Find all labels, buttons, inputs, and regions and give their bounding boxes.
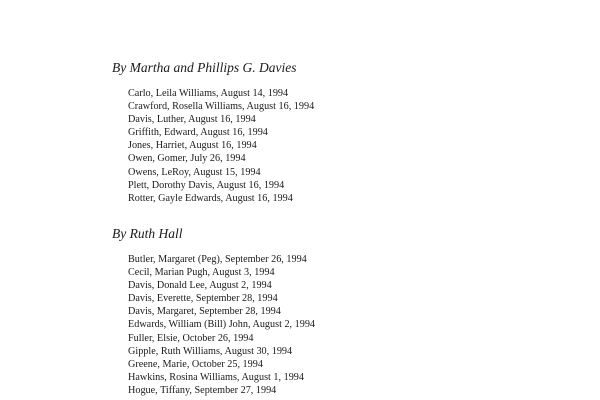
interview-list-hall: [128, 253, 315, 397]
list-item: Owens, LeRoy, August 15, 1994: [128, 166, 261, 178]
list-item: Hogue, Tiffany, September 27, 1994: [128, 384, 277, 396]
list-item: Davis, Everette, September 28, 1994: [128, 293, 278, 305]
list-item: Rotter, Gayle Edwards, August 16, 1994: [128, 192, 293, 204]
list-item: Davis, Luther, August 16, 1994: [128, 114, 256, 126]
list-item: Cecil, Marian Pugh, August 3, 1994: [128, 267, 275, 279]
list-item: Butler, Margaret (Peg), September 26, 1994: [128, 254, 307, 265]
list-item: Plett, Dorothy Davis, August 16, 1994: [128, 179, 285, 191]
list-item: Hawkins, Rosina Williams, August 1, 1994: [128, 371, 304, 383]
list-item: Owen, Gomer, July 26, 1994: [128, 153, 246, 165]
list-item: Greene, Marie, October 25, 1994: [128, 358, 263, 370]
section-heading-davies: By Martha and Phillips G. Davies: [112, 60, 297, 75]
list-item: Edwards, William (Bill) John, August 2, 1994: [128, 319, 316, 331]
list-item: Davis, Donald Lee, August 2, 1994: [128, 280, 272, 292]
list-item: Crawford, Rosella Williams, August 16, 1994: [128, 101, 315, 113]
list-item: Griffith, Edward, August 16, 1994: [128, 127, 268, 139]
interview-list-davies: [128, 87, 314, 205]
section-heading-hall: By Ruth Hall: [112, 226, 183, 241]
list-item: Fuller, Elsie, October 26, 1994: [128, 332, 254, 344]
list-item: Davis, Margaret, September 28, 1994: [128, 306, 281, 318]
list-item: Jones, Harriet, August 16, 1994: [128, 140, 257, 152]
list-item: Carlo, Leila Williams, August 14, 1994: [128, 88, 289, 99]
list-item: Gipple, Ruth Williams, August 30, 1994: [128, 345, 293, 357]
